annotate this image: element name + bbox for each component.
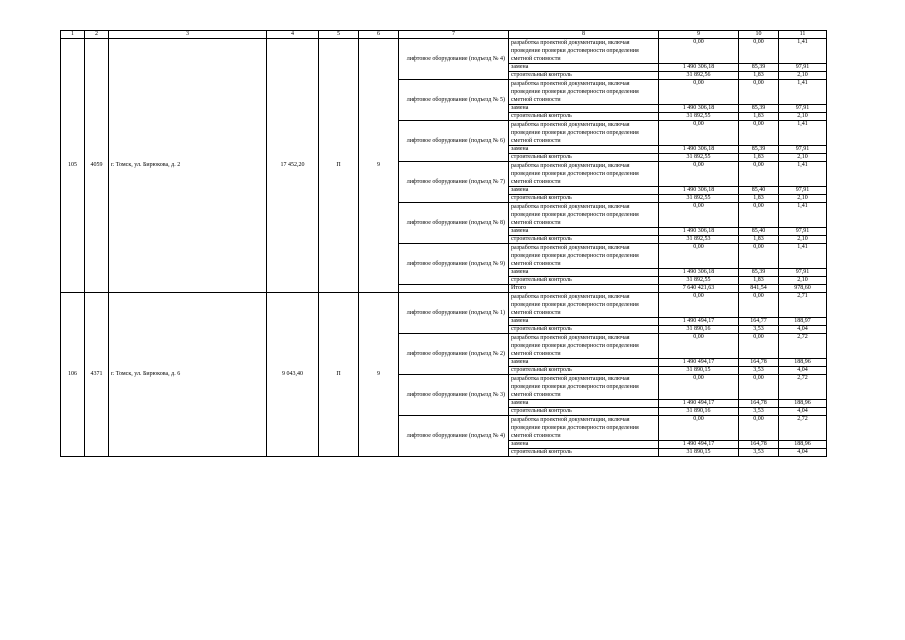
equipment-cell: лифтовое оборудование (подъезд № 1) [399, 293, 509, 334]
work-type-cell: строительный контроль [509, 367, 659, 375]
value-cell-c11: 2,10 [779, 113, 827, 121]
work-type-cell: строительный контроль [509, 449, 659, 457]
value-cell-c10: 164,78 [739, 441, 779, 449]
value-cell-c9: 0,00 [659, 293, 739, 318]
work-type-cell: строительный контроль [509, 72, 659, 80]
work-type-cell: замена [509, 146, 659, 154]
header-cell: 9 [659, 31, 739, 39]
value-cell-c9: 1 490 306,18 [659, 64, 739, 72]
work-type-cell: разработка проектной документации, включая проведение проверки достоверности определения сметной стоимости [509, 416, 659, 441]
value-cell-c9: 31 892,53 [659, 236, 739, 244]
work-type-cell: разработка проектной документации, включая проведение проверки достоверности определения сметной стоимости [509, 334, 659, 359]
value-cell-c10: 164,77 [739, 318, 779, 326]
work-type-cell: разработка проектной документации, включая проведение проверки достоверности определения сметной стоимости [509, 39, 659, 64]
work-type-cell: замена [509, 228, 659, 236]
value-cell-c11: 2,72 [779, 416, 827, 441]
value-cell-c11: 2,10 [779, 277, 827, 285]
value-cell-c10: 3,53 [739, 449, 779, 457]
value-cell-c11: 97,91 [779, 228, 827, 236]
value-cell-c9: 31 892,56 [659, 72, 739, 80]
work-type-cell: разработка проектной документации, включая проведение проверки достоверности определения сметной стоимости [509, 80, 659, 105]
value-cell-c11: 97,91 [779, 105, 827, 113]
header-cell: 3 [109, 31, 267, 39]
value-cell-c9: 0,00 [659, 121, 739, 146]
value-cell-c9: 31 890,15 [659, 367, 739, 375]
value-cell-c10: 1,83 [739, 277, 779, 285]
house-address: г. Томск, ул. Бирюкова, д. 6 [109, 293, 267, 457]
work-type-cell: замена [509, 400, 659, 408]
value-cell-c10: 1,83 [739, 236, 779, 244]
value-cell-c10: 85,39 [739, 269, 779, 277]
value-cell-c11: 188,97 [779, 318, 827, 326]
value-cell-c10: 85,39 [739, 64, 779, 72]
header-cell: 10 [739, 31, 779, 39]
work-type-cell: строительный контроль [509, 277, 659, 285]
value-cell-c9: 1 490 306,18 [659, 105, 739, 113]
equipment-cell: лифтовое оборудование (подъезд № 9) [399, 244, 509, 285]
value-cell-c11: 97,91 [779, 187, 827, 195]
value-cell-c11: 188,96 [779, 441, 827, 449]
value-cell-c9: 0,00 [659, 334, 739, 359]
work-type-cell: замена [509, 187, 659, 195]
value-cell-c11: 1,41 [779, 80, 827, 105]
value-cell-c11: 2,10 [779, 154, 827, 162]
value-cell-c9: 1 490 306,18 [659, 269, 739, 277]
value-cell-c11: 97,91 [779, 64, 827, 72]
house-id: 4371 [85, 293, 109, 457]
work-type-cell: строительный контроль [509, 408, 659, 416]
value-cell-c10: 0,00 [739, 162, 779, 187]
capital-repair-table [60, 30, 827, 457]
value-cell-c10: 0,00 [739, 334, 779, 359]
value-cell-c10: 0,00 [739, 39, 779, 64]
value-cell-c10: 0,00 [739, 293, 779, 318]
value-cell-c10: 164,78 [739, 359, 779, 367]
value-cell-c11: 188,96 [779, 359, 827, 367]
total-value-c9: 7 640 421,63 [659, 285, 739, 293]
house-material: П [319, 293, 359, 457]
value-cell-c10: 1,83 [739, 154, 779, 162]
total-label: Итого [509, 285, 659, 293]
equipment-cell: лифтовое оборудование (подъезд № 4) [399, 416, 509, 457]
value-cell-c9: 1 490 306,18 [659, 187, 739, 195]
value-cell-c11: 1,41 [779, 203, 827, 228]
work-type-cell: замена [509, 105, 659, 113]
work-type-cell: замена [509, 64, 659, 72]
table-row [61, 39, 827, 64]
value-cell-c10: 85,40 [739, 228, 779, 236]
value-cell-c10: 3,53 [739, 326, 779, 334]
header-cell: 7 [399, 31, 509, 39]
work-type-cell: разработка проектной документации, включая проведение проверки достоверности определения сметной стоимости [509, 203, 659, 228]
value-cell-c11: 97,91 [779, 146, 827, 154]
value-cell-c11: 2,10 [779, 72, 827, 80]
value-cell-c11: 4,04 [779, 449, 827, 457]
value-cell-c10: 85,39 [739, 105, 779, 113]
value-cell-c11: 2,10 [779, 236, 827, 244]
work-type-cell: разработка проектной документации, включая проведение проверки достоверности определения сметной стоимости [509, 293, 659, 318]
total-value-c11: 978,60 [779, 285, 827, 293]
value-cell-c9: 31 892,55 [659, 113, 739, 121]
value-cell-c11: 1,41 [779, 39, 827, 64]
value-cell-c10: 1,83 [739, 113, 779, 121]
house-floors: 9 [359, 293, 399, 457]
work-type-cell: строительный контроль [509, 326, 659, 334]
value-cell-c11: 4,04 [779, 326, 827, 334]
value-cell-c10: 3,53 [739, 408, 779, 416]
value-cell-c9: 0,00 [659, 416, 739, 441]
value-cell-c11: 2,10 [779, 195, 827, 203]
total-value-c10: 841,54 [739, 285, 779, 293]
equipment-cell: лифтовое оборудование (подъезд № 5) [399, 80, 509, 121]
work-type-cell: строительный контроль [509, 236, 659, 244]
value-cell-c9: 0,00 [659, 244, 739, 269]
equipment-cell: лифтовое оборудование (подъезд № 2) [399, 334, 509, 375]
value-cell-c9: 1 490 494,17 [659, 400, 739, 408]
value-cell-c9: 31 892,55 [659, 277, 739, 285]
value-cell-c11: 2,71 [779, 293, 827, 318]
work-type-cell: замена [509, 441, 659, 449]
value-cell-c9: 1 490 306,18 [659, 146, 739, 154]
house-number: 105 [61, 39, 85, 293]
value-cell-c10: 85,40 [739, 187, 779, 195]
equipment-cell: лифтовое оборудование (подъезд № 8) [399, 203, 509, 244]
value-cell-c9: 1 490 494,17 [659, 441, 739, 449]
house-address: г. Томск, ул. Бирюкова, д. 2 [109, 39, 267, 293]
header-cell: 5 [319, 31, 359, 39]
value-cell-c9: 1 490 494,17 [659, 318, 739, 326]
house-area: 17 452,20 [267, 39, 319, 293]
header-cell: 8 [509, 31, 659, 39]
value-cell-c11: 97,91 [779, 269, 827, 277]
document-page [60, 30, 827, 457]
work-type-cell: разработка проектной документации, включая проведение проверки достоверности определения сметной стоимости [509, 162, 659, 187]
header-cell: 4 [267, 31, 319, 39]
value-cell-c11: 4,04 [779, 408, 827, 416]
value-cell-c9: 31 892,55 [659, 195, 739, 203]
value-cell-c11: 1,41 [779, 244, 827, 269]
value-cell-c10: 0,00 [739, 416, 779, 441]
value-cell-c9: 0,00 [659, 375, 739, 400]
value-cell-c11: 188,96 [779, 400, 827, 408]
work-type-cell: строительный контроль [509, 113, 659, 121]
value-cell-c9: 31 890,16 [659, 408, 739, 416]
value-cell-c10: 164,78 [739, 400, 779, 408]
header-row [61, 31, 827, 39]
equipment-cell: лифтовое оборудование (подъезд № 7) [399, 162, 509, 203]
house-number: 106 [61, 293, 85, 457]
value-cell-c11: 2,72 [779, 334, 827, 359]
value-cell-c10: 0,00 [739, 80, 779, 105]
house-material: П [319, 39, 359, 293]
equipment-cell: лифтовое оборудование (подъезд № 4) [399, 39, 509, 80]
value-cell-c10: 0,00 [739, 121, 779, 146]
header-cell: 2 [85, 31, 109, 39]
work-type-cell: строительный контроль [509, 154, 659, 162]
value-cell-c11: 1,41 [779, 162, 827, 187]
header-cell: 11 [779, 31, 827, 39]
value-cell-c9: 0,00 [659, 203, 739, 228]
work-type-cell: строительный контроль [509, 195, 659, 203]
equipment-cell: лифтовое оборудование (подъезд № 3) [399, 375, 509, 416]
value-cell-c10: 0,00 [739, 375, 779, 400]
value-cell-c10: 0,00 [739, 203, 779, 228]
value-cell-c11: 1,41 [779, 121, 827, 146]
value-cell-c9: 0,00 [659, 80, 739, 105]
work-type-cell: замена [509, 318, 659, 326]
value-cell-c10: 0,00 [739, 244, 779, 269]
value-cell-c9: 0,00 [659, 162, 739, 187]
value-cell-c10: 85,39 [739, 146, 779, 154]
value-cell-c9: 1 490 306,18 [659, 228, 739, 236]
house-floors: 9 [359, 39, 399, 293]
table-row [61, 293, 827, 318]
work-type-cell: замена [509, 359, 659, 367]
value-cell-c9: 31 892,55 [659, 154, 739, 162]
work-type-cell: разработка проектной документации, включая проведение проверки достоверности определения сметной стоимости [509, 375, 659, 400]
work-type-cell: замена [509, 269, 659, 277]
value-cell-c9: 1 490 494,17 [659, 359, 739, 367]
value-cell-c11: 4,04 [779, 367, 827, 375]
header-cell: 1 [61, 31, 85, 39]
value-cell-c9: 0,00 [659, 39, 739, 64]
equipment-cell: лифтовое оборудование (подъезд № 6) [399, 121, 509, 162]
house-id: 4059 [85, 39, 109, 293]
house-area: 9 043,40 [267, 293, 319, 457]
equipment-cell-empty [399, 285, 509, 293]
value-cell-c10: 1,83 [739, 72, 779, 80]
value-cell-c11: 2,72 [779, 375, 827, 400]
work-type-cell: разработка проектной документации, включая проведение проверки достоверности определения сметной стоимости [509, 244, 659, 269]
work-type-cell: разработка проектной документации, включая проведение проверки достоверности определения сметной стоимости [509, 121, 659, 146]
header-cell: 6 [359, 31, 399, 39]
value-cell-c9: 31 890,15 [659, 449, 739, 457]
value-cell-c9: 31 890,16 [659, 326, 739, 334]
value-cell-c10: 3,53 [739, 367, 779, 375]
value-cell-c10: 1,83 [739, 195, 779, 203]
